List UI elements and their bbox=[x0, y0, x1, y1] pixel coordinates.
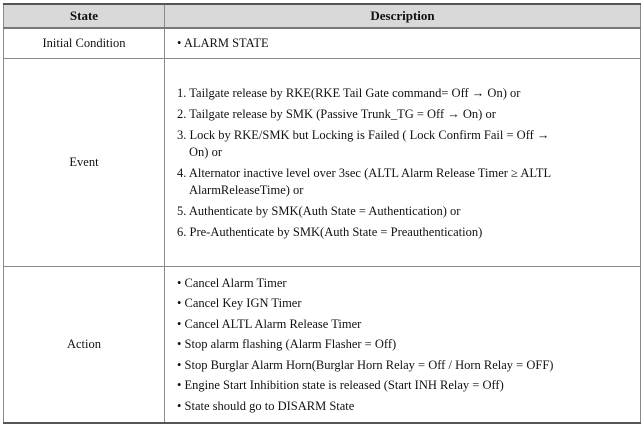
header-row bbox=[4, 4, 641, 28]
description-cell-event bbox=[165, 59, 641, 267]
event-item bbox=[177, 165, 630, 199]
bullet-icon: • bbox=[177, 275, 182, 290]
table-row bbox=[4, 59, 641, 267]
list-item bbox=[177, 35, 630, 52]
list-item bbox=[177, 314, 630, 335]
item-text: Cancel ALTL Alarm Release Timer bbox=[184, 316, 362, 331]
item-text: ALARM STATE bbox=[183, 36, 269, 50]
event-item bbox=[177, 106, 630, 123]
item-text: Stop Burglar Alarm Horn(Burglar Horn Relay = Off / Horn Relay = OFF) bbox=[184, 357, 554, 372]
list-item bbox=[177, 273, 630, 294]
item-number: 5. bbox=[177, 203, 187, 218]
item-text: State should go to DISARM State bbox=[184, 398, 355, 413]
bullet-icon: • bbox=[177, 337, 182, 352]
item-text: Tailgate release by RKE(RKE Tail Gate command= Off → On) or bbox=[189, 85, 521, 100]
item-text: Cancel Alarm Timer bbox=[184, 275, 287, 290]
item-number: 4. bbox=[177, 165, 187, 180]
item-text: Stop alarm flashing (Alarm Flasher = Off) bbox=[184, 337, 397, 352]
table-row bbox=[4, 28, 641, 59]
header-description: Description bbox=[165, 4, 641, 28]
item-text-continued: On) or bbox=[189, 144, 222, 159]
state-cell-action: Action bbox=[4, 267, 165, 424]
item-text: Engine Start Inhibition state is released (Start INH Relay = Off) bbox=[184, 378, 504, 393]
event-item bbox=[177, 224, 630, 241]
bullet-icon: • bbox=[177, 378, 182, 393]
list-item bbox=[177, 355, 630, 376]
description-cell-initial bbox=[165, 28, 641, 59]
state-cell-event: Event bbox=[4, 59, 165, 267]
item-text: Lock by RKE/SMK but Locking is Failed ( Lock Confirm Fail = Off → bbox=[189, 127, 550, 142]
bullet-icon: • bbox=[177, 357, 182, 372]
state-description-table bbox=[3, 3, 641, 424]
item-text: Pre-Authenticate by SMK(Auth State = Preauthentication) bbox=[189, 224, 483, 239]
item-number: 6. bbox=[177, 224, 187, 239]
item-text: Authenticate by SMK(Auth State = Authentication) or bbox=[188, 203, 461, 218]
list-item bbox=[177, 334, 630, 355]
list-item bbox=[177, 293, 630, 314]
list-item bbox=[177, 375, 630, 396]
bullet-icon: • bbox=[177, 296, 182, 311]
state-cell-initial: Initial Condition bbox=[4, 28, 165, 59]
item-number: 1. bbox=[177, 85, 187, 100]
bullet-icon: • bbox=[177, 36, 182, 50]
item-text: Cancel Key IGN Timer bbox=[184, 296, 302, 311]
list-item bbox=[177, 396, 630, 417]
item-number: 3. bbox=[177, 127, 187, 142]
event-item bbox=[177, 85, 630, 102]
item-text-continued: AlarmReleaseTime) or bbox=[189, 182, 304, 197]
header-state: State bbox=[4, 4, 165, 28]
item-text: Tailgate release by SMK (Passive Trunk_TG = Off → On) or bbox=[189, 106, 496, 121]
event-item bbox=[177, 203, 630, 220]
item-text: Alternator inactive level over 3sec (ALTL Alarm Release Timer ≥ ALTL bbox=[188, 165, 552, 180]
item-number: 2. bbox=[177, 106, 187, 121]
bullet-icon: • bbox=[177, 316, 182, 331]
event-item bbox=[177, 127, 630, 161]
bullet-icon: • bbox=[177, 398, 182, 413]
